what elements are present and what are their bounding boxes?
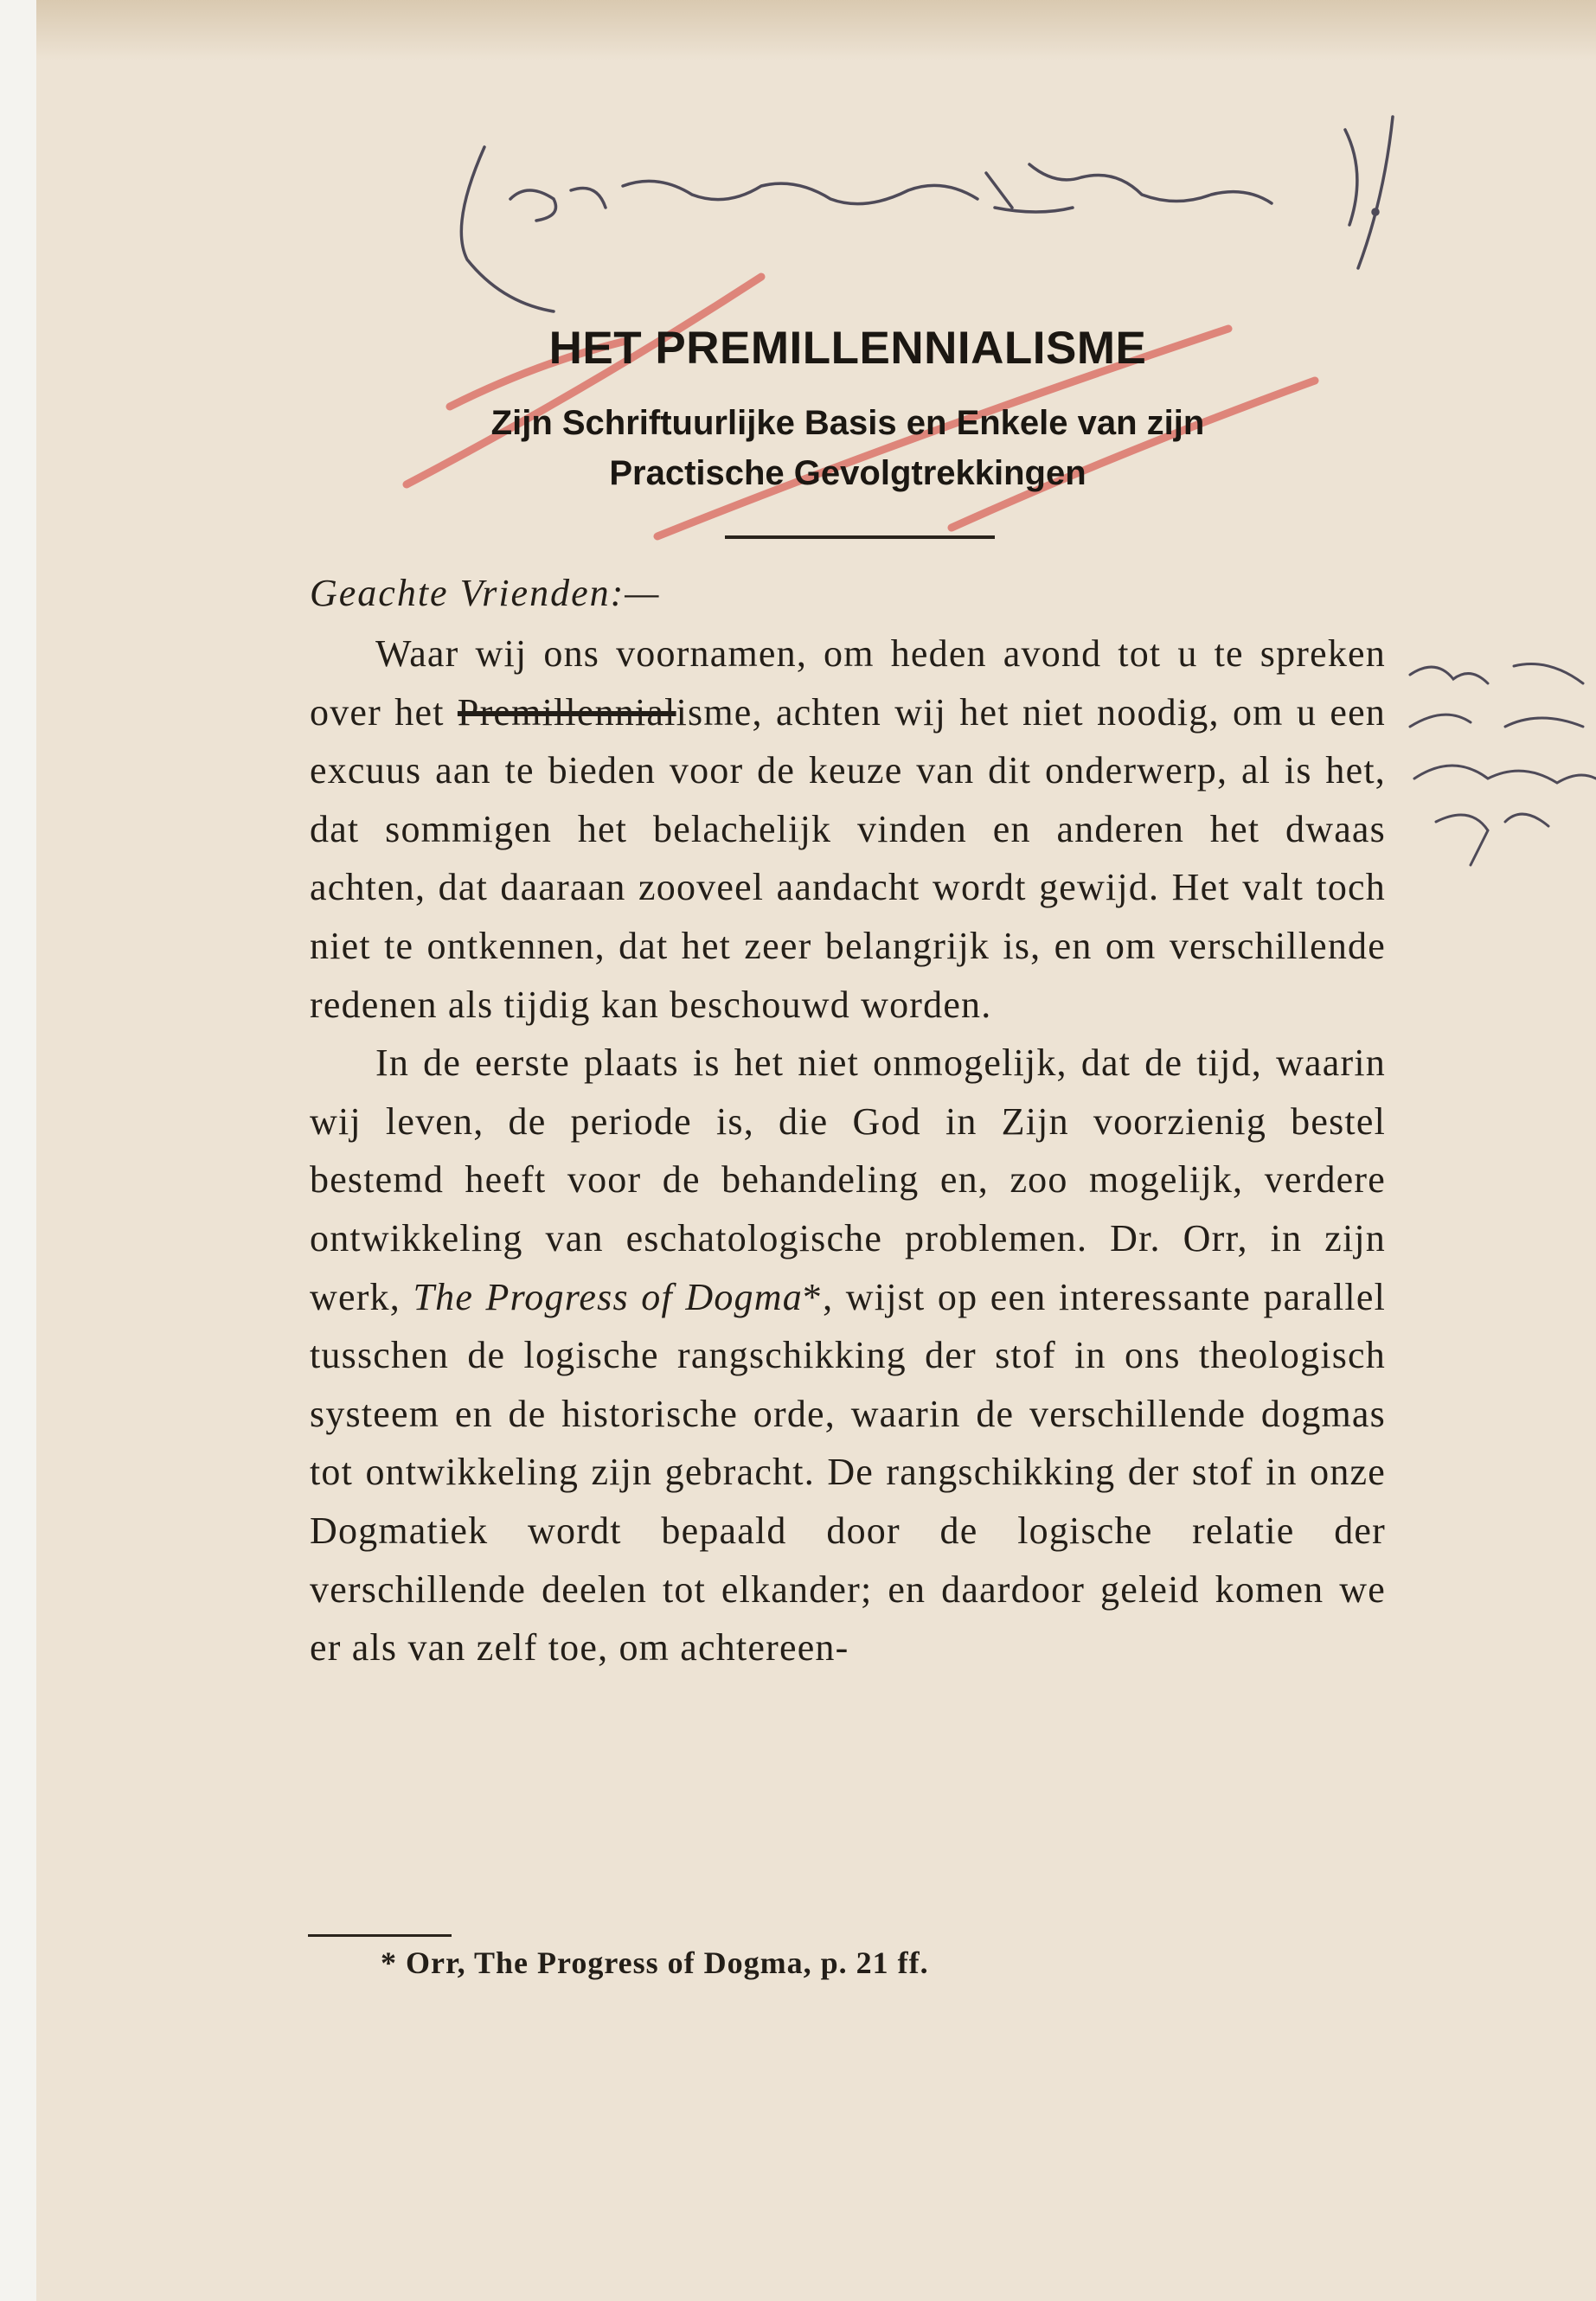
page-title: HET PREMILLENNIALISME <box>548 323 1147 374</box>
footnote-mark: * <box>802 1275 824 1318</box>
struck-word: Premillennial <box>457 690 676 734</box>
paragraph-2 <box>310 1034 1386 1677</box>
paragraph-1-text-before: Waar wij ons voornamen, om heden avond tot u te spreken over het <box>310 632 1386 734</box>
footnote-divider <box>308 1934 452 1937</box>
subtitle-line-1: Zijn Schriftuurlijke Basis en Enkele van zijn <box>490 404 1205 442</box>
title-divider <box>725 535 995 539</box>
salutation: Geachte Vrienden:— <box>310 572 661 614</box>
subtitle-line-2: Practische Gevolgtrekkingen <box>609 454 1086 492</box>
paragraph-2-text-before: In de eerste plaats is het niet onmogelijk, dat de tijd, waarin wij leven, de periode is, die God in Zijn voorzienig bestel bestemd heeft voor de behandeling en, zoo mogelijk, verdere ontwikkeling van eschatologische problemen. Dr. Orr, in zijn werk, <box>310 1042 1386 1318</box>
body-text <box>310 625 1386 1677</box>
paragraph-1-text-after: isme, achten wij het niet noodig, om u een excuus aan te bieden voor de keuze van dit onderwerp, al is het, dat sommigen het belachelijk vinden en anderen het dwaas achten, dat daaraan zooveel aandacht wordt gewijd. Het valt toch niet te ontkennen, dat het zeer belangrijk is, en om verschillende redenen als tijdig kan beschouwd worden. <box>310 690 1386 1026</box>
handwritten-margin-notes <box>1410 664 1596 866</box>
paragraph-1 <box>310 625 1386 1034</box>
book-title: The Progress of Dogma <box>413 1275 803 1318</box>
footnote: * Orr, The Progress of Dogma, p. 21 ff. <box>381 1945 929 1980</box>
handwritten-header <box>461 117 1393 311</box>
page-subtitle <box>398 398 1298 498</box>
paragraph-2-text-after: , wijst op een interessante parallel tusschen de logische rangschikking der stof in ons theologisch systeem en de historische orde, waarin de verschillende dogmas tot ontwikkeling zijn gebracht. De rangschikking der stof in onze Dogmatiek wordt bepaald door de logische relatie der verschillende deelen tot elkander; en daardoor geleid komen we er als van zelf toe, om achtereen- <box>310 1275 1386 1670</box>
